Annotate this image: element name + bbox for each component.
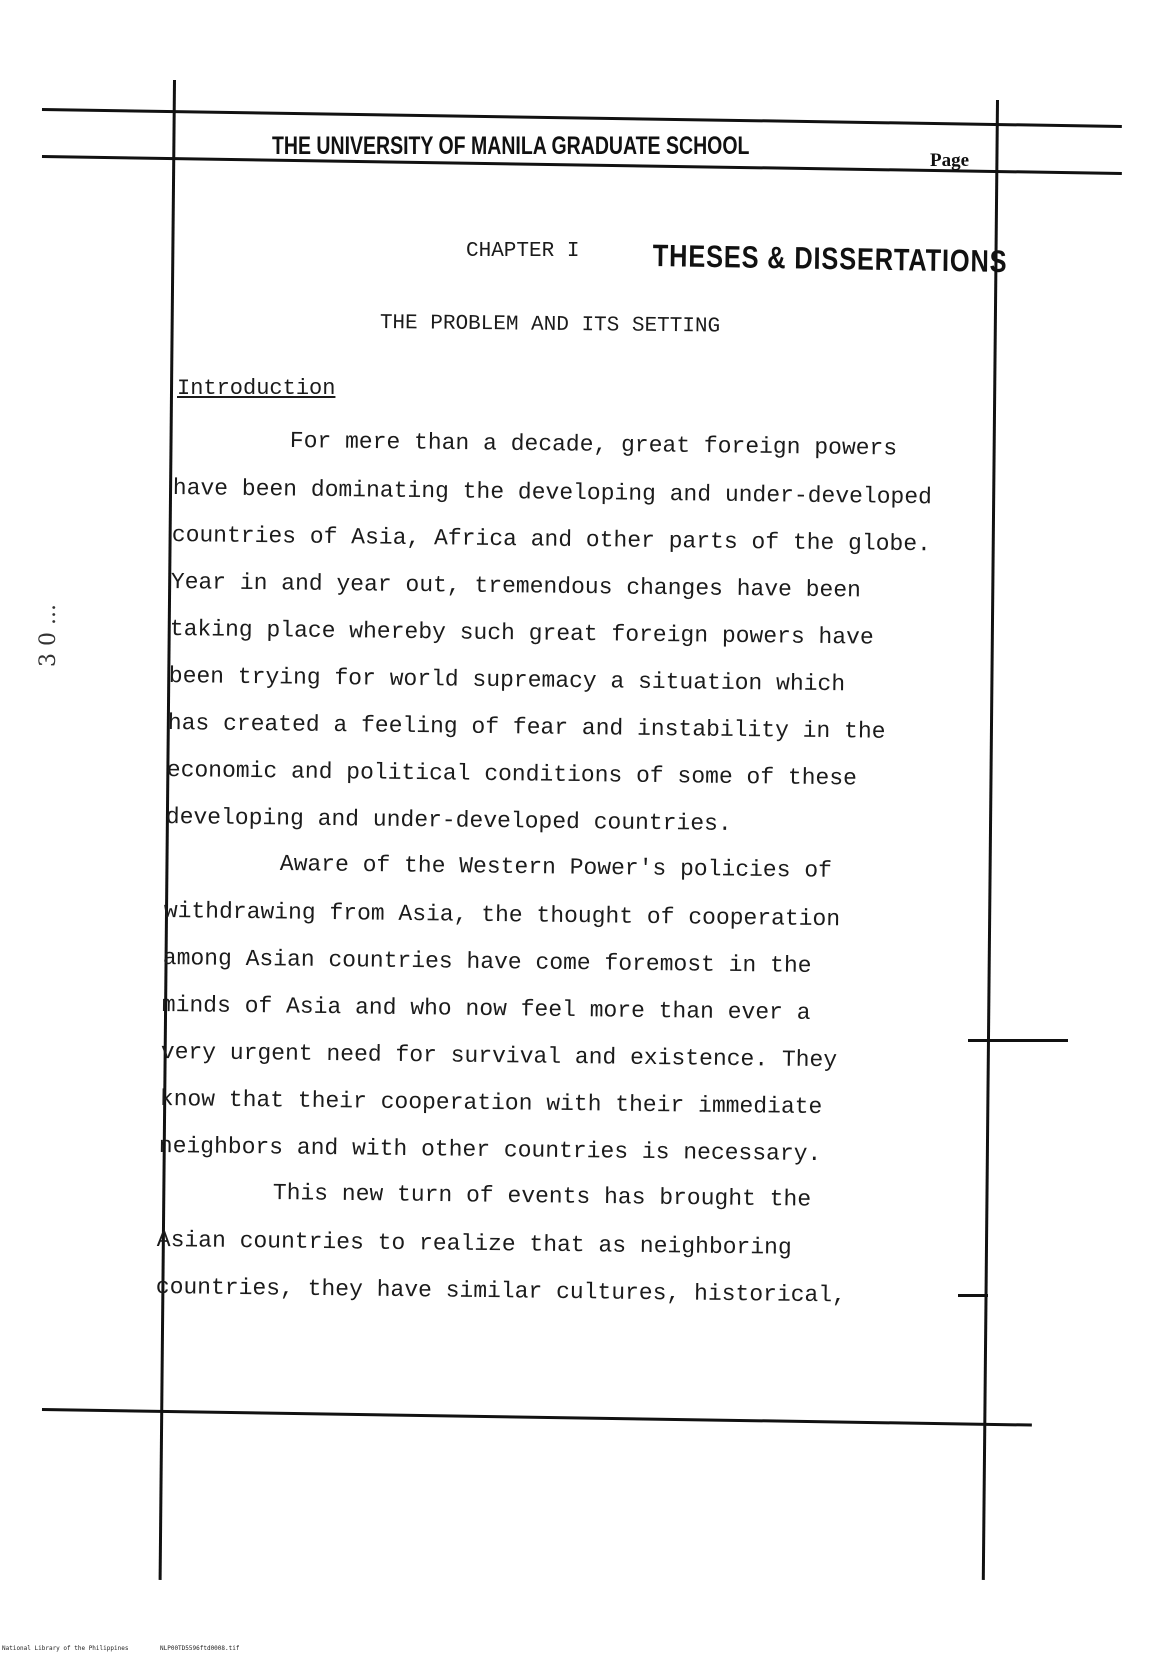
institution-title: THE UNIVERSITY OF MANILA GRADUATE SCHOOL	[272, 132, 750, 160]
margin-annotation: 3 0 ...	[36, 604, 61, 667]
body-line: neighbors and with other countries is necessary.	[158, 1133, 822, 1168]
body-line: been trying for world supremacy a situation which	[168, 663, 846, 698]
body-line: Aware of the Western Power's policies of	[279, 851, 833, 884]
body-line: minds of Asia and who now feel more than ever a	[161, 992, 811, 1026]
top-rule	[42, 108, 1122, 128]
body-line: This new turn of events has brought the	[272, 1180, 812, 1213]
footer-library: National Library of the Philippines	[2, 1645, 129, 1652]
body-line: countries, they have similar cultures, historical,	[155, 1274, 847, 1309]
right-margin-rule	[982, 100, 999, 1580]
page-label: Page	[930, 150, 970, 171]
chapter-title: THE PROBLEM AND ITS SETTING	[379, 312, 721, 339]
body-line: have been dominating the developing and under-developed	[172, 475, 933, 511]
bottom-rule	[42, 1408, 1032, 1427]
footer-file: NLP00TD5596ftd0008.tif	[160, 1645, 240, 1652]
body-line: developing and under-developed countries.	[165, 804, 732, 837]
body-line: taking place whereby such great foreign powers have	[169, 616, 874, 651]
body-line: economic and political conditions of some of these	[166, 757, 858, 792]
right-tick-rule-2	[958, 1294, 988, 1297]
body-line: countries of Asia, Africa and other parts of the globe.	[171, 522, 932, 558]
body-line: For mere than a decade, great foreign powers	[289, 428, 898, 462]
body-line: Year in and year out, tremendous changes have been	[170, 569, 862, 604]
theses-stamp: THESES & DISSERTATIONS	[652, 238, 1008, 280]
body-line: withdrawing from Asia, the thought of cooperation	[163, 898, 841, 933]
body-line: among Asian countries have come foremost in the	[162, 945, 812, 979]
body-line: has created a feeling of fear and instability in the	[167, 710, 886, 745]
chapter-number: CHAPTER I	[466, 240, 580, 263]
body-line: very urgent need for survival and existence. They	[160, 1039, 838, 1074]
body-line: know that their cooperation with their immediate	[159, 1086, 823, 1121]
body-line: Asian countries to realize that as neighboring	[156, 1227, 792, 1261]
right-tick-rule	[968, 1039, 1068, 1042]
section-heading: Introduction	[177, 376, 336, 401]
